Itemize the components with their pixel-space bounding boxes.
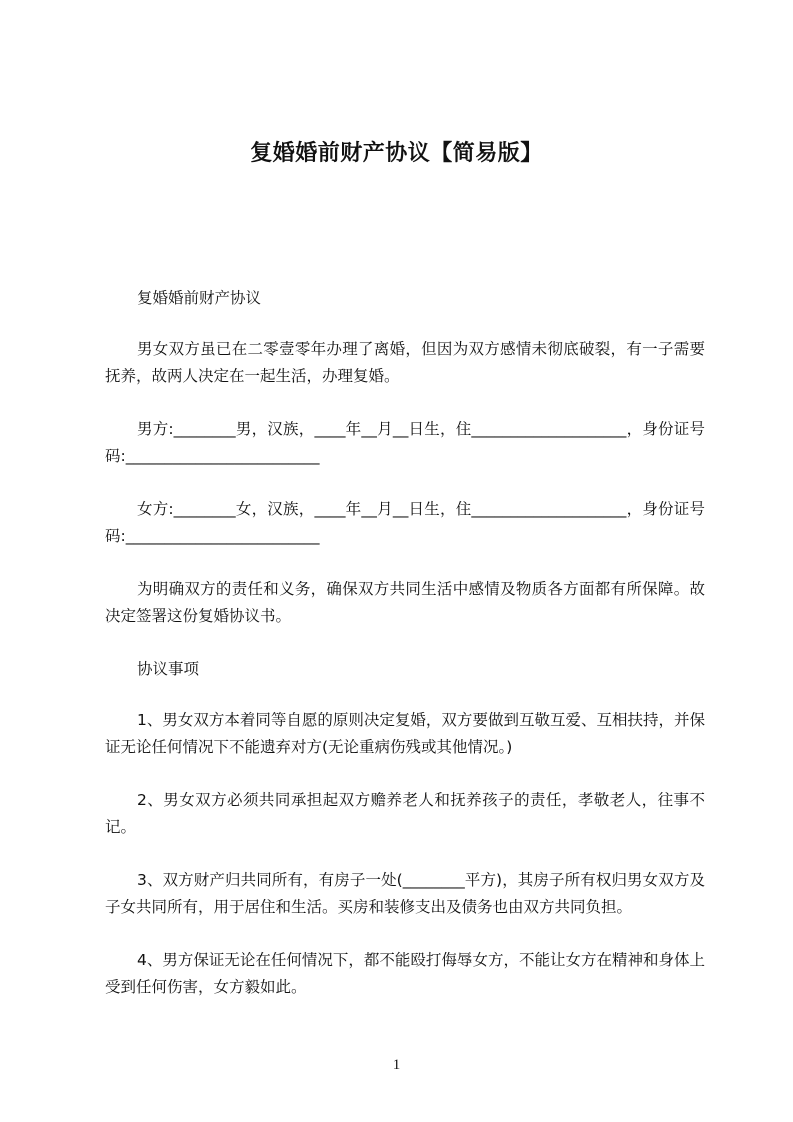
- agreement-item-2: 2、男女双方必须共同承担起双方赡养老人和抚养孩子的责任，孝敬老人，往事不记。: [105, 791, 705, 836]
- document-body: [105, 285, 705, 1027]
- female-party-paragraph: 女方:________女，汉族，____年__月__日生，住____________________，身份证号码:_________________________: [105, 500, 705, 545]
- male-party-paragraph: 男方:________男，汉族，____年__月__日生，住____________________，身份证号码:_________________________: [105, 420, 705, 465]
- intro-paragraph: 男女双方虽已在二零壹零年办理了离婚，但因为双方感情未彻底破裂，有一子需要抚养，故两人决定在一起生活，办理复婚。: [105, 340, 705, 385]
- agreement-subtitle: 复婚婚前财产协议: [137, 289, 262, 307]
- items-heading: 协议事项: [137, 660, 200, 678]
- page-number: 1: [392, 1057, 401, 1073]
- purpose-paragraph: 为明确双方的责任和义务，确保双方共同生活中感情及物质各方面都有所保障。故决定签署这份复婚协议书。: [105, 580, 705, 625]
- agreement-item-3: 3、双方财产归共同所有，有房子一处(________平方)，其房子所有权归男女双方及子女共同所有，用于居住和生活。买房和装修支出及债务也由双方共同负担。: [105, 871, 705, 916]
- document-title: 复婚婚前财产协议【简易版】: [250, 141, 543, 166]
- agreement-item-4: 4、男方保证无论在任何情况下，都不能殴打侮辱女方，不能让女方在精神和身体上受到任何伤害，女方毅如此。: [105, 951, 705, 996]
- agreement-item-1: 1、男女双方本着同等自愿的原则决定复婚，双方要做到互敬互爱、互相扶持，并保证无论任何情况下不能遗弃对方(无论重病伤残或其他情况。): [105, 711, 705, 756]
